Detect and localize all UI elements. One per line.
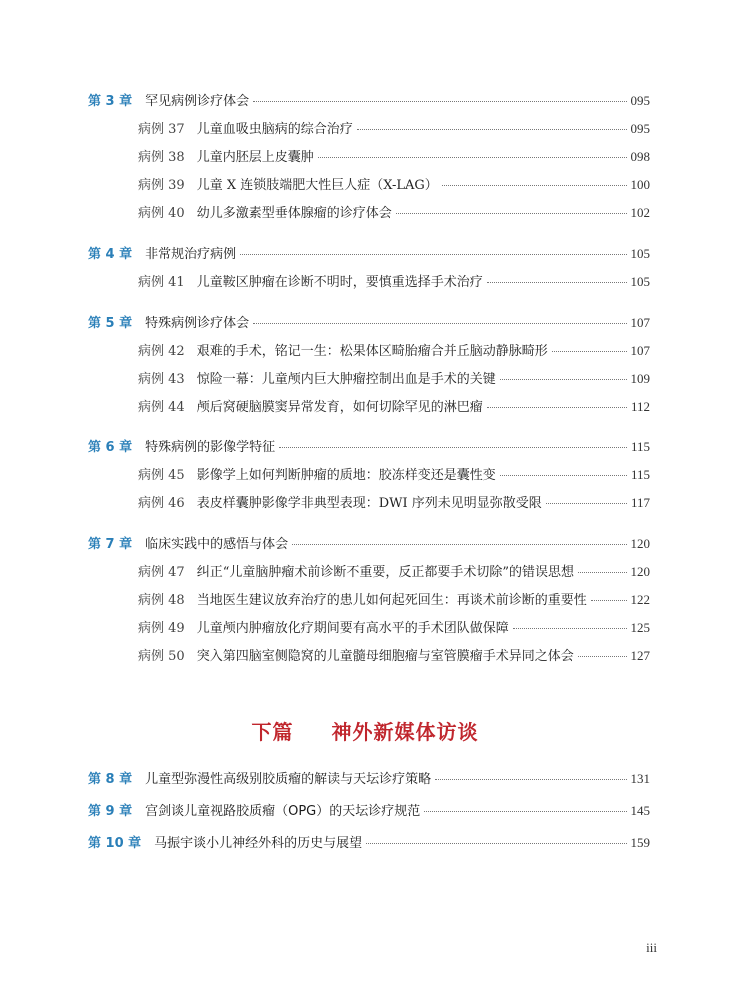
- chapter-title: 马振宇谈小儿神经外科的历史与展望: [154, 836, 363, 851]
- case-title: 儿童颅内肿瘤放化疗期间要有高水平的手术团队做保障: [196, 621, 509, 636]
- dot-leader: [442, 185, 627, 186]
- chapter-title: 特殊病例诊疗体会: [145, 316, 250, 331]
- dot-leader: [292, 544, 626, 545]
- case-number: 病例 44: [138, 400, 185, 415]
- case-title: 突入第四脑室侧隐窝的儿童髓母细胞瘤与室管膜瘤手术异同之体会: [196, 649, 574, 664]
- dot-leader: [240, 254, 626, 255]
- case-title: 影像学上如何判断肿瘤的质地：胶冻样变还是囊性变: [196, 468, 496, 483]
- page-number: 100: [630, 177, 650, 192]
- case-number: 病例 40: [138, 206, 185, 221]
- toc-chapter-5[interactable]: [88, 312, 650, 331]
- folio-page-number: iii: [646, 940, 657, 955]
- page-number: 145: [630, 803, 650, 818]
- case-title: 当地医生建议放弃治疗的患儿如何起死回生：再谈术前诊断的重要性: [196, 593, 587, 608]
- toc-chapter-6[interactable]: [88, 436, 650, 455]
- case-number: 病例 39: [138, 178, 185, 193]
- page-number: 120: [630, 536, 650, 551]
- page-number: 095: [630, 121, 650, 136]
- toc-case-44[interactable]: [138, 396, 650, 415]
- case-number: 病例 41: [138, 275, 185, 290]
- toc-case-37[interactable]: [138, 118, 650, 137]
- dot-leader: [435, 779, 626, 780]
- dot-leader: [357, 129, 627, 130]
- page-number: 098: [630, 149, 650, 164]
- case-number: 病例 42: [138, 344, 185, 359]
- chapter-number: 第 10 章: [88, 836, 142, 851]
- toc-case-48[interactable]: [138, 589, 650, 608]
- toc-chapter-3[interactable]: [88, 90, 650, 109]
- page-number: 127: [630, 648, 650, 663]
- toc-case-47[interactable]: [138, 561, 650, 580]
- case-title: 幼儿多激素型垂体腺瘤的诊疗体会: [196, 206, 392, 221]
- case-number: 病例 37: [138, 122, 185, 137]
- dot-leader: [487, 282, 627, 283]
- toc-chapter-9[interactable]: [88, 800, 650, 819]
- chapter-number: 第 5 章: [88, 316, 133, 331]
- dot-leader: [578, 572, 627, 573]
- case-title: 儿童鞍区肿瘤在诊断不明时，要慎重选择手术治疗: [196, 275, 483, 290]
- chapter-title: 非常规治疗病例: [145, 247, 237, 262]
- toc-case-50[interactable]: [138, 645, 650, 664]
- case-title: 纠正“儿童脑肿瘤术前诊断不重要，反正都要手术切除”的错误思想: [196, 565, 574, 580]
- toc-chapter-10[interactable]: [88, 832, 650, 851]
- page-number: 115: [630, 439, 650, 454]
- chapter-number: 第 7 章: [88, 537, 133, 552]
- toc-case-42[interactable]: [138, 340, 650, 359]
- chapter-title: 临床实践中的感悟与体会: [145, 537, 289, 552]
- dot-leader: [546, 503, 627, 504]
- dot-leader: [396, 213, 627, 214]
- case-number: 病例 49: [138, 621, 185, 636]
- dot-leader: [487, 407, 627, 408]
- page-number: 109: [630, 371, 650, 386]
- case-title: 儿童血吸虫脑病的综合治疗: [196, 122, 353, 137]
- page-number: 112: [630, 399, 650, 414]
- part-label: 下篇: [251, 720, 294, 744]
- case-number: 病例 47: [138, 565, 185, 580]
- part-title: 神外新媒体访谈: [331, 720, 479, 744]
- page-number: 131: [630, 771, 650, 786]
- chapter-title: 宫剑谈儿童视路胶质瘤（OPG）的天坛诊疗规范: [145, 804, 421, 819]
- chapter-number: 第 4 章: [88, 247, 133, 262]
- case-number: 病例 46: [138, 496, 185, 511]
- page-number: 120: [630, 564, 650, 579]
- dot-leader: [552, 351, 627, 352]
- toc-chapter-8[interactable]: [88, 768, 650, 787]
- chapter-title: 儿童型弥漫性高级别胶质瘤的解读与天坛诊疗策略: [145, 772, 432, 787]
- dot-leader: [500, 379, 627, 380]
- page-number: 107: [630, 343, 650, 358]
- page-number: 122: [630, 592, 650, 607]
- page-number: 105: [630, 274, 650, 289]
- dot-leader: [366, 843, 626, 844]
- toc-case-39[interactable]: [138, 174, 650, 193]
- dot-leader: [424, 811, 626, 812]
- toc-case-40[interactable]: [138, 202, 650, 221]
- case-title: 表皮样囊肿影像学非典型表现：DWI 序列未见明显弥散受限: [196, 496, 542, 511]
- case-title: 儿童内胚层上皮囊肿: [196, 150, 314, 165]
- page-number: 125: [630, 620, 650, 635]
- part-heading: [0, 716, 730, 745]
- chapter-title: 特殊病例的影像学特征: [145, 440, 276, 455]
- page-number: 095: [630, 93, 650, 108]
- toc-case-49[interactable]: [138, 617, 650, 636]
- chapter-number: 第 6 章: [88, 440, 133, 455]
- page-number: 159: [630, 835, 650, 850]
- toc-case-45[interactable]: [138, 464, 650, 483]
- page-number: 107: [630, 315, 650, 330]
- dot-leader: [578, 656, 627, 657]
- dot-leader: [591, 600, 627, 601]
- case-number: 病例 43: [138, 372, 185, 387]
- dot-leader: [513, 628, 627, 629]
- dot-leader: [318, 157, 627, 158]
- case-number: 病例 45: [138, 468, 185, 483]
- toc-case-46[interactable]: [138, 492, 650, 511]
- chapter-number: 第 9 章: [88, 804, 133, 819]
- chapter-number: 第 3 章: [88, 94, 133, 109]
- toc-case-43[interactable]: [138, 368, 650, 387]
- case-number: 病例 38: [138, 150, 185, 165]
- dot-leader: [253, 323, 626, 324]
- page-number: 102: [630, 205, 650, 220]
- toc-chapter-7[interactable]: [88, 533, 650, 552]
- case-title: 惊险一幕：儿童颅内巨大肿瘤控制出血是手术的关键: [196, 372, 496, 387]
- page-number: 105: [630, 246, 650, 261]
- toc-case-41[interactable]: [138, 271, 650, 290]
- case-title: 艰难的手术，铭记一生：松果体区畸胎瘤合并丘脑动静脉畸形: [196, 344, 548, 359]
- page-number: 115: [630, 467, 650, 482]
- dot-leader: [253, 101, 626, 102]
- case-number: 病例 48: [138, 593, 185, 608]
- dot-leader: [279, 447, 627, 448]
- case-title: 儿童 X 连锁肢端肥大性巨人症（X-LAG）: [196, 178, 438, 193]
- dot-leader: [500, 475, 627, 476]
- chapter-number: 第 8 章: [88, 772, 133, 787]
- case-title: 颅后窝硬脑膜窦异常发育，如何切除罕见的淋巴瘤: [196, 400, 483, 415]
- toc-case-38[interactable]: [138, 146, 650, 165]
- toc-chapter-4[interactable]: [88, 243, 650, 262]
- chapter-title: 罕见病例诊疗体会: [145, 94, 250, 109]
- page-number: 117: [630, 495, 650, 510]
- case-number: 病例 50: [138, 649, 185, 664]
